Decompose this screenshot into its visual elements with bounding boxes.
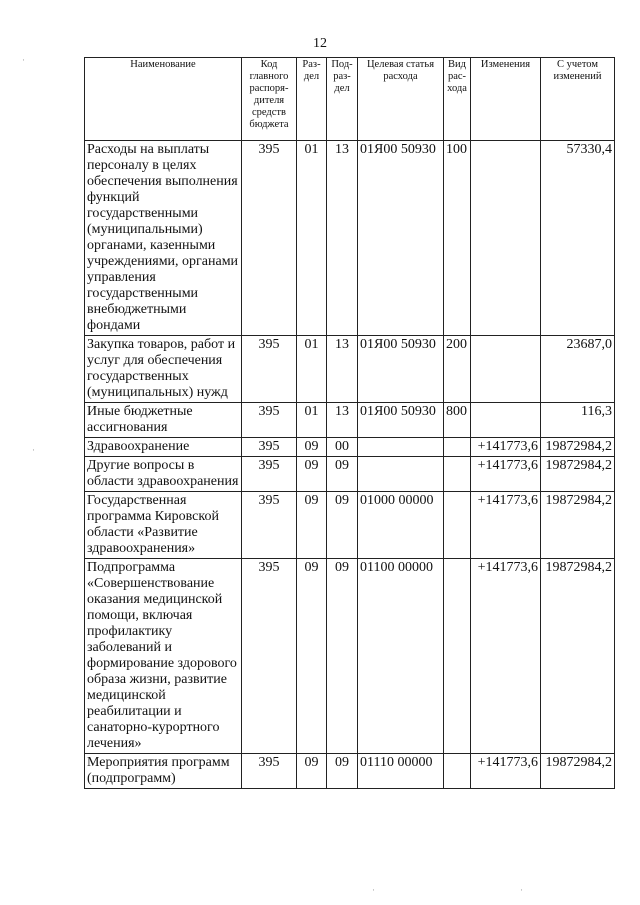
cell-type: 200 xyxy=(444,336,471,403)
header-code: Код главного распоря-дителя средств бюджета xyxy=(242,58,297,141)
cell-name: Закупка товаров, работ и услуг для обеспечения государственных (муниципальных) нужд xyxy=(85,336,242,403)
cell-changes: +141773,6 xyxy=(471,438,541,457)
header-subsection: Под-раз-дел xyxy=(327,58,358,141)
margin-mark: · xyxy=(22,55,25,65)
cell-name: Подпрограмма «Совершенствование оказания медицинской помощи, включая профилактику заболеваний и формирование здорового образа жизни, развитие медицинской реабилитации и санаторно-курортного лечения» xyxy=(85,559,242,754)
cell-section: 09 xyxy=(297,559,327,754)
cell-type xyxy=(444,438,471,457)
cell-type xyxy=(444,457,471,492)
cell-total: 19872984,2 xyxy=(541,438,615,457)
cell-total: 116,3 xyxy=(541,403,615,438)
cell-code: 395 xyxy=(242,559,297,754)
cell-code: 395 xyxy=(242,336,297,403)
cell-name: Мероприятия программ (подпрограмм) xyxy=(85,754,242,789)
cell-total: 57330,4 xyxy=(541,141,615,336)
header-name: Наименование xyxy=(85,58,242,141)
cell-target: 01Я00 50930 xyxy=(358,336,444,403)
cell-changes: +141773,6 xyxy=(471,457,541,492)
cell-subsection: 13 xyxy=(327,336,358,403)
cell-changes xyxy=(471,141,541,336)
cell-target xyxy=(358,457,444,492)
cell-type xyxy=(444,492,471,559)
cell-section: 09 xyxy=(297,457,327,492)
cell-subsection: 13 xyxy=(327,403,358,438)
cell-target: 01Я00 50930 xyxy=(358,141,444,336)
header-type: Вид рас-хода xyxy=(444,58,471,141)
cell-code: 395 xyxy=(242,457,297,492)
cell-name: Здравоохранение xyxy=(85,438,242,457)
table-row xyxy=(85,438,615,457)
cell-changes: +141773,6 xyxy=(471,559,541,754)
cell-subsection: 09 xyxy=(327,457,358,492)
header-changes: Изменения xyxy=(471,58,541,141)
cell-type xyxy=(444,754,471,789)
cell-type: 100 xyxy=(444,141,471,336)
cell-name: Государственная программа Кировской области «Развитие здравоохранения» xyxy=(85,492,242,559)
cell-subsection: 13 xyxy=(327,141,358,336)
cell-section: 09 xyxy=(297,492,327,559)
cell-total: 19872984,2 xyxy=(541,457,615,492)
budget-table xyxy=(84,57,615,789)
cell-target: 01110 00000 xyxy=(358,754,444,789)
cell-total: 23687,0 xyxy=(541,336,615,403)
margin-mark: · xyxy=(32,445,35,455)
cell-total: 19872984,2 xyxy=(541,492,615,559)
cell-section: 09 xyxy=(297,438,327,457)
table-row xyxy=(85,754,615,789)
table-row xyxy=(85,141,615,336)
cell-changes: +141773,6 xyxy=(471,492,541,559)
cell-type xyxy=(444,559,471,754)
cell-section: 01 xyxy=(297,403,327,438)
cell-name: Расходы на выплаты персоналу в целях обеспечения выполнения функций государственными (муниципальными) органами, казенными учреждениями, органами управления государственными внебюджетными фондами xyxy=(85,141,242,336)
cell-subsection: 09 xyxy=(327,754,358,789)
cell-code: 395 xyxy=(242,438,297,457)
cell-code: 395 xyxy=(242,492,297,559)
cell-target xyxy=(358,438,444,457)
margin-mark: · xyxy=(372,885,375,895)
header-total: С учетом изменений xyxy=(541,58,615,141)
cell-subsection: 09 xyxy=(327,492,358,559)
cell-code: 395 xyxy=(242,403,297,438)
cell-changes xyxy=(471,403,541,438)
cell-subsection: 00 xyxy=(327,438,358,457)
margin-mark: · xyxy=(520,885,523,895)
cell-changes xyxy=(471,336,541,403)
table-row xyxy=(85,336,615,403)
table-header xyxy=(85,58,615,141)
cell-target: 01000 00000 xyxy=(358,492,444,559)
table-row xyxy=(85,559,615,754)
cell-total: 19872984,2 xyxy=(541,754,615,789)
table-body xyxy=(85,141,615,789)
cell-section: 09 xyxy=(297,754,327,789)
header-section: Раз-дел xyxy=(297,58,327,141)
cell-section: 01 xyxy=(297,336,327,403)
cell-name: Иные бюджетные ассигнования xyxy=(85,403,242,438)
cell-name: Другие вопросы в области здравоохранения xyxy=(85,457,242,492)
cell-code: 395 xyxy=(242,754,297,789)
cell-target: 01100 00000 xyxy=(358,559,444,754)
cell-type: 800 xyxy=(444,403,471,438)
cell-total: 19872984,2 xyxy=(541,559,615,754)
cell-target: 01Я00 50930 xyxy=(358,403,444,438)
cell-subsection: 09 xyxy=(327,559,358,754)
page-number: 12 xyxy=(313,36,327,51)
header-target: Целевая статья расхода xyxy=(358,58,444,141)
table-row xyxy=(85,457,615,492)
cell-code: 395 xyxy=(242,141,297,336)
cell-section: 01 xyxy=(297,141,327,336)
table-row xyxy=(85,492,615,559)
table-row xyxy=(85,403,615,438)
cell-changes: +141773,6 xyxy=(471,754,541,789)
